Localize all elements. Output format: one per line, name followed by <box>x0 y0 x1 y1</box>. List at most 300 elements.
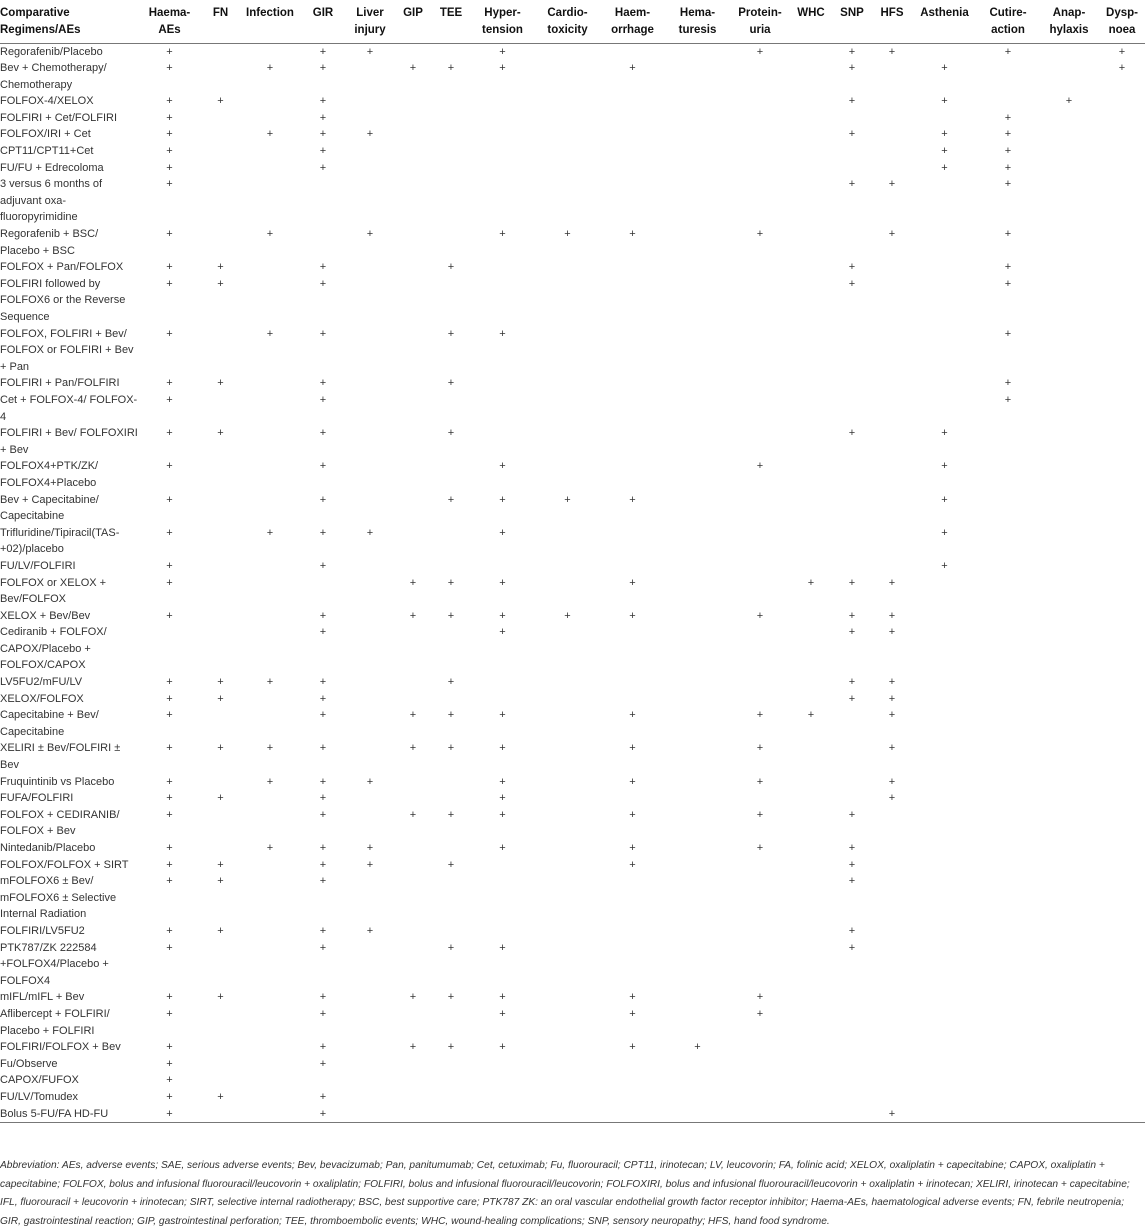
ae-cell-asthenia <box>912 110 977 127</box>
ae-cell-hematuresis <box>665 790 730 807</box>
regimen-cell: FOLFOX or XELOX + Bev/FOLFOX <box>0 576 107 606</box>
ae-cell-haema: + <box>166 228 173 241</box>
ae-cell-snp: + <box>848 692 856 705</box>
ae-cell-anaphylaxis <box>1039 774 1099 791</box>
ae-cell-asthenia <box>912 940 977 990</box>
regimen-cell: Regorafenib + BSC/ Placebo + BSC <box>0 228 99 257</box>
ae-cell-tee <box>432 143 470 160</box>
ae-cell-whc: + <box>807 709 815 722</box>
ae-cell-infection <box>240 940 300 990</box>
ae-cell-gip <box>394 1106 432 1123</box>
ae-cell-whc <box>790 1056 832 1073</box>
ae-cell-cutire <box>977 691 1039 708</box>
ae-cell-snp <box>832 143 872 160</box>
table-row <box>0 276 1145 326</box>
ae-cell-anaphylaxis <box>1039 1056 1099 1073</box>
ae-cell-tee <box>432 1006 470 1039</box>
ae-cell-proteinuria <box>730 492 790 525</box>
ae-cell-tee <box>432 691 470 708</box>
ae-cell-dyspnoea <box>1099 608 1145 625</box>
ae-cell-anaphylaxis <box>1039 392 1099 425</box>
ae-cell-snp: + <box>848 178 856 191</box>
regimen-cell: FOLFOX + Pan/FOLFOX <box>0 261 124 274</box>
ae-cell-gir: + <box>319 875 327 888</box>
ae-cell-whc <box>790 326 832 376</box>
ae-cell-hfs <box>872 940 912 990</box>
ae-cell-gir <box>300 1072 346 1089</box>
ae-cell-haema: + <box>166 709 173 722</box>
ae-cell-infection <box>240 176 300 226</box>
table-row <box>0 525 1145 558</box>
adverse-events-table <box>0 5 1145 1123</box>
ae-cell-dyspnoea <box>1099 558 1145 575</box>
ae-cell-haemorrhage <box>600 176 665 226</box>
ae-cell-hfs <box>872 492 912 525</box>
ae-cell-cutire <box>977 1056 1039 1073</box>
regimen-cell: Trifluridine/Tipiracil(TAS- +02)/placebo <box>0 526 120 556</box>
ae-cell-proteinuria <box>730 575 790 608</box>
ae-cell-fn <box>201 43 240 60</box>
ae-cell-hfs: + <box>888 576 896 589</box>
ae-cell-haema <box>138 624 201 674</box>
ae-cell-liver: + <box>366 858 374 871</box>
ae-cell-whc <box>790 43 832 60</box>
ae-cell-whc <box>790 940 832 990</box>
ae-cell-infection <box>240 624 300 674</box>
column-header-tee: TEE <box>432 5 470 43</box>
ae-cell-liver: + <box>366 924 374 937</box>
ae-cell-hyper <box>470 1106 535 1123</box>
ae-cell-gip <box>394 326 432 376</box>
ae-cell-proteinuria <box>730 674 790 691</box>
ae-cell-asthenia <box>912 608 977 625</box>
ae-cell-proteinuria <box>730 276 790 326</box>
ae-cell-proteinuria <box>730 126 790 143</box>
ae-cell-haema: + <box>166 377 173 390</box>
ae-cell-proteinuria: + <box>756 742 764 755</box>
ae-cell-proteinuria <box>730 857 790 874</box>
ae-cell-haemorrhage <box>600 790 665 807</box>
ae-cell-asthenia <box>912 840 977 857</box>
ae-cell-tee <box>432 276 470 326</box>
ae-cell-asthenia <box>912 1039 977 1056</box>
ae-cell-cutire <box>977 790 1039 807</box>
ae-cell-whc <box>790 143 832 160</box>
ae-cell-infection <box>240 857 300 874</box>
ae-cell-cardio <box>535 558 600 575</box>
ae-cell-hematuresis <box>665 60 730 93</box>
ae-cell-liver <box>346 259 394 276</box>
ae-cell-liver <box>346 143 394 160</box>
ae-cell-haemorrhage: + <box>629 991 636 1004</box>
ae-cell-gip <box>394 624 432 674</box>
ae-cell-cardio <box>535 1089 600 1106</box>
ae-cell-proteinuria <box>730 425 790 458</box>
ae-cell-dyspnoea <box>1099 857 1145 874</box>
table-row <box>0 674 1145 691</box>
ae-cell-hfs: + <box>888 742 896 755</box>
column-header-haema: Haema- AEs <box>138 5 201 43</box>
ae-cell-gip <box>394 110 432 127</box>
ae-cell-hyper: + <box>499 941 506 954</box>
ae-cell-liver <box>346 425 394 458</box>
ae-cell-hematuresis <box>665 840 730 857</box>
ae-cell-dyspnoea <box>1099 492 1145 525</box>
ae-cell-proteinuria <box>730 160 790 177</box>
ae-cell-infection <box>240 375 300 392</box>
ae-cell-liver: + <box>366 842 374 854</box>
ae-cell-hematuresis <box>665 774 730 791</box>
ae-cell-fn <box>201 840 240 857</box>
ae-cell-cutire <box>977 1072 1039 1089</box>
column-header-gip: GIP <box>394 5 432 43</box>
ae-cell-haema: + <box>166 393 173 406</box>
ae-cell-liver <box>346 93 394 110</box>
ae-cell-whc <box>790 740 832 773</box>
ae-cell-hfs: + <box>888 792 896 805</box>
ae-cell-proteinuria: + <box>756 991 764 1004</box>
ae-cell-dyspnoea <box>1099 1056 1145 1073</box>
ae-cell-hematuresis <box>665 1089 730 1106</box>
ae-cell-tee <box>432 1089 470 1106</box>
ae-cell-haema: + <box>166 526 173 539</box>
ae-cell-infection <box>240 143 300 160</box>
ae-cell-anaphylaxis <box>1039 674 1099 691</box>
ae-cell-cutire <box>977 674 1039 691</box>
table-body <box>0 43 1145 1123</box>
ae-cell-hyper <box>470 923 535 940</box>
ae-cell-haema: + <box>166 576 173 589</box>
regimen-cell: FOLFOX-4/XELOX <box>0 95 94 108</box>
ae-cell-haema: + <box>166 609 173 622</box>
ae-cell-fn: + <box>217 676 224 689</box>
ae-cell-cutire: + <box>1004 178 1012 191</box>
ae-cell-fn <box>201 392 240 425</box>
ae-cell-fn <box>201 774 240 791</box>
ae-cell-gip <box>394 940 432 990</box>
ae-cell-snp: + <box>848 626 856 639</box>
ae-cell-whc <box>790 873 832 923</box>
ae-cell-gip <box>394 259 432 276</box>
ae-cell-hfs: + <box>888 692 896 705</box>
ae-cell-cardio <box>535 923 600 940</box>
ae-cell-gip <box>394 1089 432 1106</box>
ae-cell-hyper: + <box>499 991 506 1004</box>
ae-cell-snp <box>832 525 872 558</box>
ae-cell-liver <box>346 110 394 127</box>
ae-cell-anaphylaxis <box>1039 575 1099 608</box>
ae-cell-cardio <box>535 143 600 160</box>
ae-cell-haemorrhage <box>600 143 665 160</box>
column-header-fn: FN <box>201 5 240 43</box>
regimen-cell: FOLFOX4+PTK/ZK/ FOLFOX4+Placebo <box>0 460 99 489</box>
ae-cell-hfs: + <box>888 609 896 622</box>
ae-cell-snp: + <box>848 427 856 440</box>
column-header-dyspnoea: Dysp- noea <box>1099 5 1145 43</box>
ae-cell-snp <box>832 740 872 773</box>
ae-cell-tee: + <box>447 808 455 821</box>
ae-cell-haemorrhage: + <box>629 576 636 589</box>
ae-cell-anaphylaxis <box>1039 226 1099 259</box>
ae-cell-asthenia <box>912 691 977 708</box>
ae-cell-gip <box>394 525 432 558</box>
ae-cell-hematuresis <box>665 1056 730 1073</box>
ae-cell-gip <box>394 1056 432 1073</box>
ae-cell-proteinuria: + <box>756 842 764 854</box>
table-row <box>0 226 1145 259</box>
ae-cell-fn: + <box>217 692 224 705</box>
regimen-cell: Fu/Observe <box>0 1057 58 1070</box>
ae-cell-gip <box>394 458 432 491</box>
ae-cell-cardio <box>535 176 600 226</box>
table-row <box>0 707 1145 740</box>
ae-cell-hfs <box>872 60 912 93</box>
ae-cell-asthenia <box>912 1106 977 1123</box>
ae-cell-dyspnoea <box>1099 840 1145 857</box>
ae-cell-proteinuria <box>730 940 790 990</box>
ae-cell-infection: + <box>266 526 274 539</box>
ae-cell-hfs <box>872 1089 912 1106</box>
ae-cell-dyspnoea: + <box>1118 45 1126 58</box>
ae-cell-whc <box>790 1106 832 1123</box>
ae-cell-hyper: + <box>499 792 506 805</box>
ae-cell-infection <box>240 807 300 840</box>
ae-cell-fn <box>201 110 240 127</box>
ae-cell-dyspnoea <box>1099 774 1145 791</box>
ae-cell-cutire <box>977 525 1039 558</box>
ae-cell-fn: + <box>217 261 224 274</box>
ae-cell-dyspnoea <box>1099 691 1145 708</box>
ae-cell-anaphylaxis <box>1039 276 1099 326</box>
ae-cell-tee <box>432 525 470 558</box>
ae-cell-infection: + <box>266 842 274 854</box>
ae-cell-liver <box>346 608 394 625</box>
ae-cell-hyper <box>470 93 535 110</box>
ae-cell-fn <box>201 707 240 740</box>
ae-cell-gip <box>394 43 432 60</box>
ae-cell-liver <box>346 1072 394 1089</box>
regimen-cell: FOLFOX/IRI + Cet <box>0 128 91 141</box>
ae-cell-cutire <box>977 989 1039 1006</box>
ae-cell-dyspnoea <box>1099 259 1145 276</box>
ae-cell-whc <box>790 110 832 127</box>
ae-cell-infection: + <box>266 228 274 241</box>
ae-cell-dyspnoea <box>1099 1072 1145 1089</box>
ae-cell-cutire: + <box>1004 45 1012 58</box>
table-row <box>0 923 1145 940</box>
ae-cell-cutire <box>977 940 1039 990</box>
ae-cell-asthenia <box>912 873 977 923</box>
table-header <box>0 5 1145 43</box>
ae-cell-cutire: + <box>1004 145 1012 158</box>
ae-cell-hfs <box>872 1006 912 1039</box>
ae-cell-fn <box>201 160 240 177</box>
ae-cell-gir: + <box>319 526 327 539</box>
ae-cell-whc <box>790 1039 832 1056</box>
ae-cell-dyspnoea <box>1099 375 1145 392</box>
ae-cell-fn <box>201 608 240 625</box>
ae-cell-infection <box>240 575 300 608</box>
ae-cell-asthenia: + <box>941 95 948 108</box>
ae-cell-dyspnoea <box>1099 458 1145 491</box>
ae-cell-haema: + <box>166 1090 173 1103</box>
ae-cell-cardio <box>535 740 600 773</box>
ae-cell-proteinuria: + <box>756 1007 764 1020</box>
column-header-liver: Liver injury <box>346 5 394 43</box>
ae-cell-infection <box>240 458 300 491</box>
ae-cell-cardio <box>535 276 600 326</box>
ae-cell-snp: + <box>848 62 856 75</box>
ae-cell-fn <box>201 326 240 376</box>
ae-cell-tee <box>432 176 470 226</box>
ae-cell-asthenia <box>912 1072 977 1089</box>
ae-cell-snp: + <box>848 95 856 108</box>
ae-cell-infection: + <box>266 742 274 755</box>
ae-cell-gir: + <box>319 692 327 705</box>
ae-cell-cardio <box>535 525 600 558</box>
ae-cell-haemorrhage <box>600 110 665 127</box>
ae-cell-cutire: + <box>1004 261 1012 274</box>
ae-cell-snp <box>832 326 872 376</box>
ae-cell-haemorrhage <box>600 43 665 60</box>
ae-cell-proteinuria <box>730 923 790 940</box>
ae-cell-anaphylaxis <box>1039 1072 1099 1089</box>
ae-cell-haemorrhage <box>600 940 665 990</box>
ae-cell-whc <box>790 840 832 857</box>
ae-cell-dyspnoea <box>1099 110 1145 127</box>
ae-cell-proteinuria <box>730 326 790 376</box>
ae-cell-hematuresis <box>665 740 730 773</box>
ae-cell-gir: + <box>319 1057 327 1070</box>
ae-cell-hfs <box>872 1039 912 1056</box>
ae-cell-gir: + <box>319 559 327 572</box>
table-row <box>0 425 1145 458</box>
ae-cell-gip <box>394 691 432 708</box>
ae-cell-hematuresis <box>665 525 730 558</box>
ae-cell-whc <box>790 392 832 425</box>
table-row <box>0 43 1145 60</box>
ae-cell-hematuresis <box>665 1072 730 1089</box>
ae-cell-gip: + <box>409 1041 417 1054</box>
ae-cell-gip: + <box>409 742 417 755</box>
ae-cell-proteinuria <box>730 93 790 110</box>
table-row <box>0 1006 1145 1039</box>
ae-cell-hfs: + <box>888 676 896 689</box>
ae-cell-whc <box>790 160 832 177</box>
ae-cell-asthenia <box>912 807 977 840</box>
ae-cell-asthenia: + <box>941 145 948 158</box>
ae-cell-gip <box>394 1072 432 1089</box>
regimen-cell: Fruquintinib vs Placebo <box>0 775 115 788</box>
ae-cell-snp: + <box>848 924 856 937</box>
ae-cell-cardio <box>535 326 600 376</box>
ae-cell-cardio <box>535 1072 600 1089</box>
ae-cell-anaphylaxis <box>1039 807 1099 840</box>
ae-cell-anaphylaxis <box>1039 110 1099 127</box>
ae-cell-gip <box>394 392 432 425</box>
ae-cell-anaphylaxis <box>1039 873 1099 923</box>
ae-cell-snp <box>832 1006 872 1039</box>
ae-cell-asthenia: + <box>941 559 948 572</box>
ae-cell-cardio <box>535 1056 600 1073</box>
regimen-cell: FU/LV/FOLFIRI <box>0 559 76 572</box>
ae-cell-hematuresis <box>665 425 730 458</box>
ae-cell-gip <box>394 857 432 874</box>
ae-cell-haemorrhage: + <box>629 609 636 622</box>
ae-cell-haemorrhage <box>600 624 665 674</box>
ae-cell-asthenia <box>912 326 977 376</box>
ae-cell-tee <box>432 923 470 940</box>
ae-cell-fn: + <box>217 875 224 888</box>
ae-cell-cutire <box>977 60 1039 93</box>
column-header-cardio: Cardio- toxicity <box>535 5 600 43</box>
ae-cell-haema: + <box>166 427 173 440</box>
ae-cell-cutire <box>977 1006 1039 1039</box>
ae-cell-hfs <box>872 160 912 177</box>
ae-cell-gip <box>394 558 432 575</box>
ae-cell-fn: + <box>217 427 224 440</box>
ae-cell-gip: + <box>409 709 417 722</box>
ae-cell-cardio <box>535 425 600 458</box>
ae-cell-snp <box>832 1039 872 1056</box>
ae-cell-snp <box>832 375 872 392</box>
ae-cell-hematuresis <box>665 1006 730 1039</box>
regimen-cell: Bolus 5-FU/FA HD-FU <box>0 1106 138 1123</box>
ae-cell-snp <box>832 160 872 177</box>
table-row <box>0 143 1145 160</box>
ae-cell-proteinuria <box>730 1056 790 1073</box>
ae-cell-liver: + <box>366 45 374 58</box>
ae-cell-whc <box>790 492 832 525</box>
ae-cell-anaphylaxis <box>1039 160 1099 177</box>
ae-cell-gir <box>300 575 346 608</box>
table-row <box>0 492 1145 525</box>
ae-cell-hematuresis <box>665 226 730 259</box>
ae-cell-haemorrhage: + <box>629 858 636 871</box>
ae-cell-whc: + <box>807 576 815 589</box>
ae-cell-snp: + <box>848 842 856 854</box>
ae-cell-gip: + <box>409 991 417 1004</box>
ae-cell-asthenia <box>912 226 977 259</box>
ae-cell-hyper: + <box>499 626 506 639</box>
ae-cell-whc <box>790 259 832 276</box>
ae-cell-haemorrhage <box>600 259 665 276</box>
ae-cell-hyper: + <box>499 709 506 722</box>
ae-cell-infection <box>240 707 300 740</box>
ae-cell-anaphylaxis: + <box>1065 95 1073 108</box>
ae-cell-cutire <box>977 1106 1039 1123</box>
ae-cell-fn <box>201 176 240 226</box>
regimen-cell: FOLFOX + CEDIRANIB/ FOLFOX + Bev <box>0 808 120 838</box>
ae-cell-hfs <box>872 326 912 376</box>
ae-cell-asthenia <box>912 790 977 807</box>
ae-cell-haema: + <box>166 261 173 274</box>
ae-cell-hematuresis <box>665 492 730 525</box>
ae-cell-fn <box>201 525 240 558</box>
ae-cell-infection <box>240 1072 300 1089</box>
ae-cell-gip <box>394 276 432 326</box>
ae-cell-snp: + <box>848 808 856 821</box>
ae-cell-proteinuria: + <box>756 228 764 241</box>
ae-cell-haema: + <box>166 95 173 108</box>
ae-cell-haema: + <box>166 775 173 788</box>
ae-cell-fn: + <box>217 991 224 1004</box>
ae-cell-dyspnoea <box>1099 989 1145 1006</box>
ae-cell-haemorrhage: + <box>629 808 636 821</box>
ae-cell-haemorrhage: + <box>629 709 636 722</box>
table-row <box>0 326 1145 376</box>
ae-cell-asthenia <box>912 624 977 674</box>
